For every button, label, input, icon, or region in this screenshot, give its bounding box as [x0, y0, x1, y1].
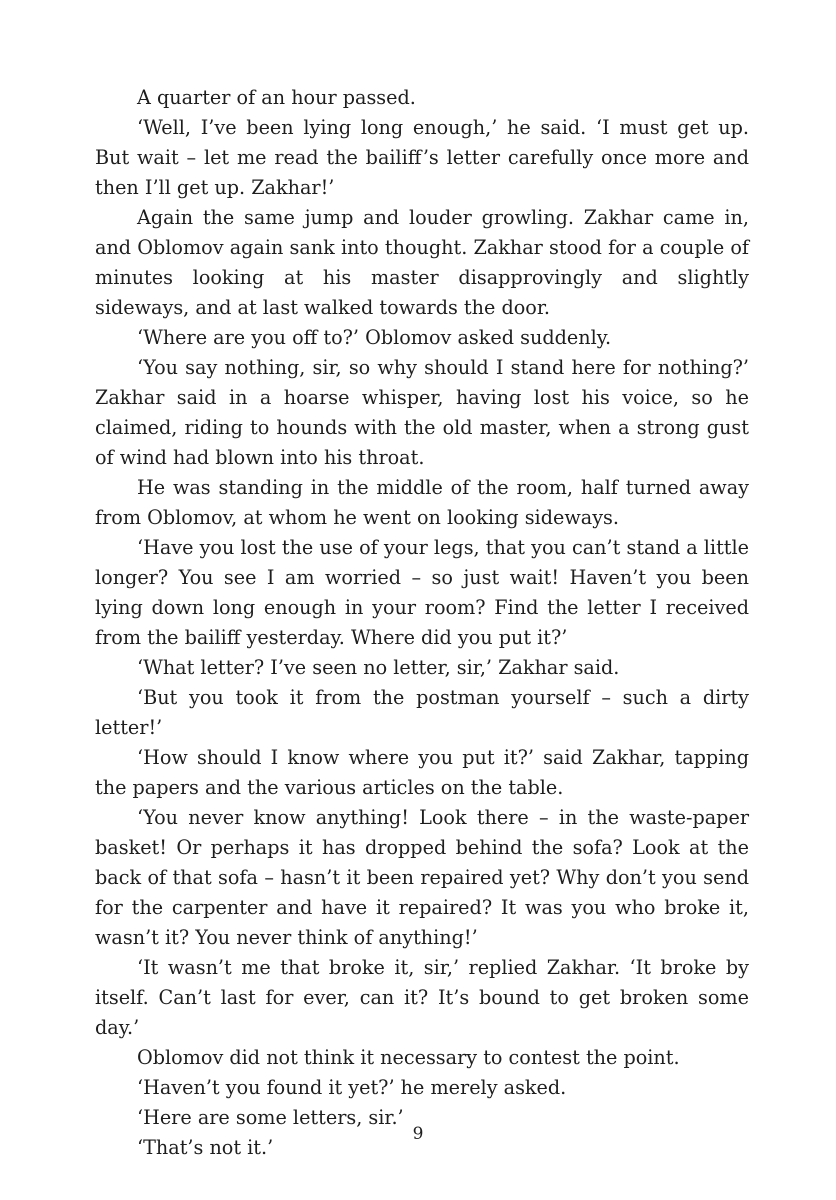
paragraph: Oblomov did not think it necessary to contest the point. — [137, 1046, 680, 1069]
paragraph: He was standing in the middle of the room, half turned away from Oblomov, at whom he went on looking sideways. — [95, 476, 749, 529]
paragraph: ‘Well, I’ve been lying long enough,’ he said. ‘I must get up. But wait – let me read the bailiff’s letter carefully once more and then I’ll get up. Zakhar!’ — [95, 116, 749, 199]
paragraph: ‘It wasn’t me that broke it, sir,’ replied Zakhar. ‘It broke by itself. Can’t last for ever, can it? It’s bound to get broken some day.’ — [95, 956, 749, 1039]
paragraph: ‘Where are you off to?’ Oblomov asked suddenly. — [137, 326, 612, 349]
paragraph: ‘How should I know where you put it?’ said Zakhar, tapping the papers and the various articles on the table. — [95, 746, 749, 799]
paragraph: ‘That’s not it.’ — [137, 1136, 274, 1159]
body-text — [95, 83, 749, 1163]
paragraph: Again the same jump and louder growling. Zakhar came in, and Oblomov again sank into thought. Zakhar stood for a couple of minutes looking at his master disapprovingly and slightly sideways, and at last walked towards the door. — [95, 206, 749, 319]
paragraph: ‘What letter? I’ve seen no letter, sir,’ Zakhar said. — [137, 656, 620, 679]
paragraph: ‘But you took it from the postman yourself – such a dirty letter!’ — [95, 686, 749, 739]
paragraph: ‘Here are some letters, sir.’ — [137, 1106, 404, 1129]
paragraph: ‘You say nothing, sir, so why should I stand here for nothing?’ Zakhar said in a hoarse whisper, having lost his voice, so he claimed, riding to hounds with the old master, when a strong gust of wind had blown into his throat. — [95, 356, 749, 469]
page-number: 9 — [412, 1124, 424, 1144]
paragraph: ‘Haven’t you found it yet?’ he merely asked. — [137, 1076, 567, 1099]
paragraph: ‘Have you lost the use of your legs, that you can’t stand a little longer? You see I am worried – so just wait! Haven’t you been lying down long enough in your room? Find the letter I received from the bailiff yesterday. Where did you put it?’ — [95, 536, 749, 649]
paragraph: A quarter of an hour passed. — [137, 86, 416, 109]
paragraph: ‘You never know anything! Look there – in the waste-paper basket! Or perhaps it has dropped behind the sofa? Look at the back of that sofa – hasn’t it been repaired yet? Why don’t you send for the carpenter and have it repaired? It was you who broke it, wasn’t it? You never think of anything!’ — [95, 806, 749, 949]
